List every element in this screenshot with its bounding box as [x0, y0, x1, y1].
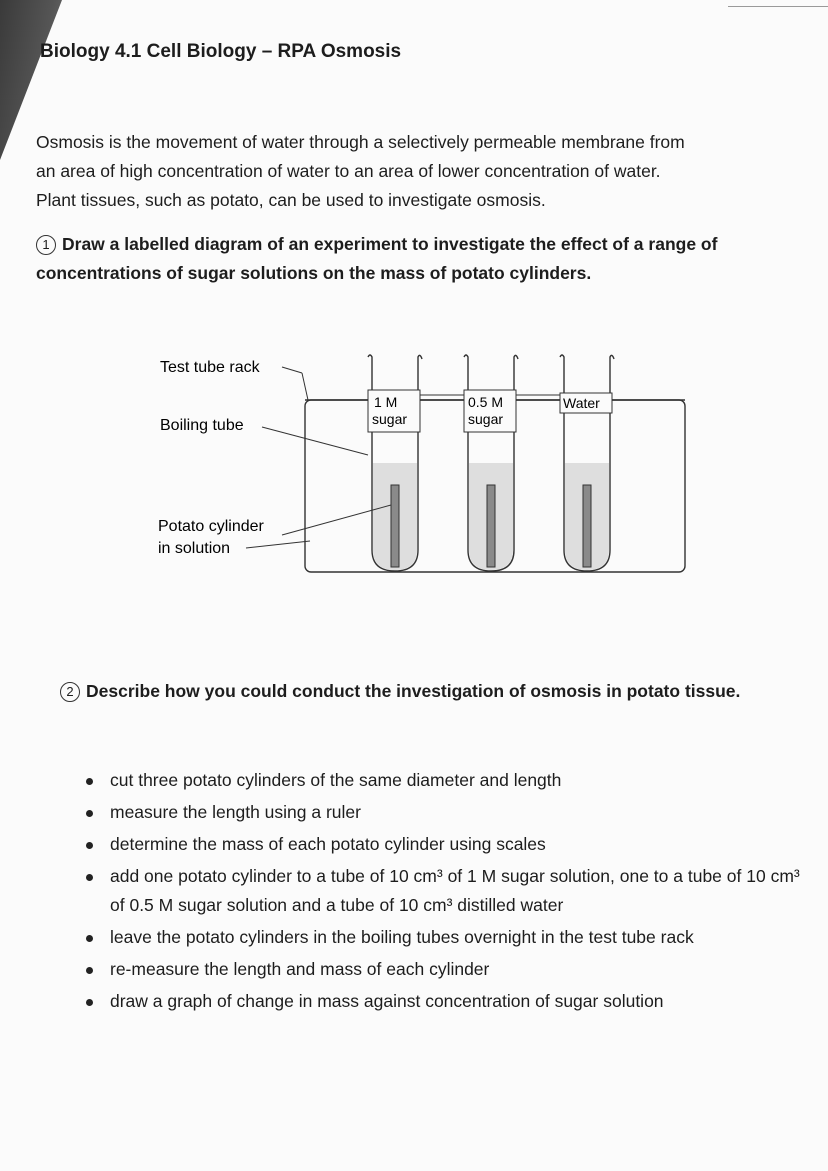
- boiling-tube-3: [560, 355, 614, 571]
- osmosis-experiment-diagram: [150, 345, 710, 585]
- question-1-line: Draw a labelled diagram of an experiment to investigate the effect of a range of: [62, 234, 718, 254]
- question-2-text: Describe how you could conduct the investigation of osmosis in potato tissue.: [86, 681, 741, 701]
- list-item: add one potato cylinder to a tube of 10 cm³ of 1 M sugar solution, one to a tube of 10 cm³ of 0.5 M sugar solution and a tube of 10 cm³ distilled water: [80, 862, 800, 920]
- question-2: [60, 677, 828, 706]
- question-1-number: 1: [36, 235, 56, 255]
- method-list: [80, 766, 800, 1019]
- list-item: draw a graph of change in mass against concentration of sugar solution: [80, 987, 800, 1016]
- potato-cylinder-2: [487, 485, 495, 567]
- page-title: Biology 4.1 Cell Biology – RPA Osmosis: [40, 41, 402, 62]
- tube-3-label: Water: [563, 395, 600, 411]
- tube-1-label: sugar: [372, 411, 408, 427]
- list-item: determine the mass of each potato cylinder using scales: [80, 830, 800, 859]
- boiling-tube-1: [368, 355, 422, 571]
- intro-line: Plant tissues, such as potato, can be used to investigate osmosis.: [36, 190, 546, 210]
- label-potato-cylinder: in solution: [158, 540, 231, 557]
- question-1-line: concentrations of sugar solutions on the mass of potato cylinders.: [36, 263, 592, 283]
- potato-cylinder-3: [583, 485, 591, 567]
- tube-2-label: sugar: [468, 411, 504, 427]
- label-potato-cylinder: Potato cylinder: [158, 518, 264, 535]
- boiling-tube-2: [464, 355, 518, 571]
- question-2-number: 2: [60, 682, 80, 702]
- tube-1-label: 1 M: [374, 394, 398, 410]
- intro-line: Osmosis is the movement of water through a selectively permeable membrane from: [36, 132, 685, 152]
- tube-2-label: 0.5 M: [468, 394, 504, 410]
- label-test-tube-rack: Test tube rack: [160, 359, 260, 376]
- potato-cylinder-1: [391, 485, 399, 567]
- label-boiling-tube: Boiling tube: [160, 417, 244, 434]
- question-1: [36, 230, 806, 288]
- list-item: leave the potato cylinders in the boiling tubes overnight in the test tube rack: [80, 923, 800, 952]
- top-rule: [728, 6, 828, 7]
- list-item: measure the length using a ruler: [80, 798, 800, 827]
- list-item: re-measure the length and mass of each cylinder: [80, 955, 800, 984]
- list-item: cut three potato cylinders of the same diameter and length: [80, 766, 800, 795]
- intro-paragraph: [36, 128, 806, 215]
- intro-line: an area of high concentration of water to an area of lower concentration of water.: [36, 161, 661, 181]
